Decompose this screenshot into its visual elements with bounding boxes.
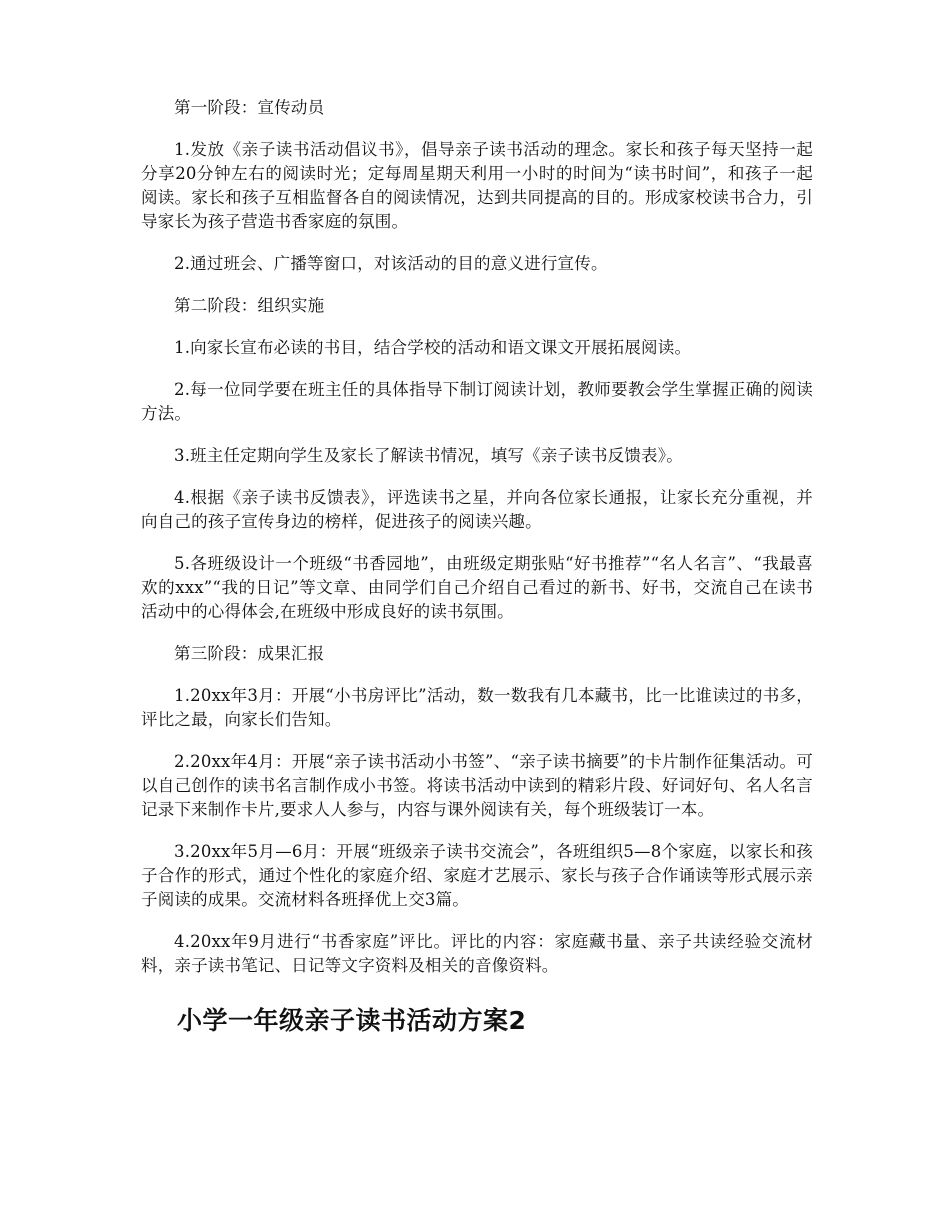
stage-2-heading: 第二阶段：组织实施: [174, 296, 325, 315]
stage-3-item-1: 1.20xx年3月：开展“小书房评比”活动，数一数我有几本藏书，比一比谁读过的书多，评比之最，向家长们告知。: [141, 686, 813, 729]
stage-2-item-1: 1.向家长宣布必读的书目，结合学校的活动和语文课文开展拓展阅读。: [174, 338, 692, 357]
stage-2-item-5: 5.各班级设计一个班级“书香园地”，由班级定期张贴“好书推荐”“名人名言”、“我最喜欢的xxx”“我的日记”等文章、由同学们自己介绍自己看过的新书、好书，交流自己在读书活动中的心得体会,在班级中形成良好的读书氛围。: [141, 554, 813, 621]
stage-2-item-4: 4.根据《亲子读书反馈表》，评选读书之星，并向各位家长通报，让家长充分重视，并向自己的孩子宣传身边的榜样，促进孩子的阅读兴趣。: [141, 488, 813, 531]
stage-3-item-3: 3.20xx年5月—6月：开展“班级亲子读书交流会”，各班组织5—8个家庭，以家长和孩子合作的形式，通过个性化的家庭介绍、家庭才艺展示、家长与孩子合作诵读等形式展示亲子阅读的成果。交流材料各班择优上交3篇。: [141, 842, 813, 909]
section-title: 小学一年级亲子读书活动方案2: [177, 1006, 527, 1035]
stage-3-item-2: 2.20xx年4月：开展“亲子读书活动小书签”、“亲子读书摘要”的卡片制作征集活动。可以自己创作的读书名言制作成小书签。将读书活动中读到的精彩片段、好词好句、名人名言记录下来制作卡片,要求人人参与，内容与课外阅读有关，每个班级装订一本。: [141, 752, 813, 819]
stage-1-item-2: 2.通过班会、广播等窗口，对该活动的目的意义进行宣传。: [174, 254, 608, 273]
stage-2-item-3: 3.班主任定期向学生及家长了解读书情况，填写《亲子读书反馈表》。: [174, 446, 683, 465]
stage-3-item-4: 4.20xx年9月进行“书香家庭”评比。评比的内容：家庭藏书量、亲子共读经验交流材料，亲子读书笔记、日记等文字资料及相关的音像资料。: [141, 932, 813, 975]
stage-2-item-2: 2.每一位同学要在班主任的具体指导下制订阅读计划，教师要教会学生掌握正确的阅读方法。: [141, 380, 813, 423]
document-page: [141, 96, 813, 1038]
stage-3-heading: 第三阶段：成果汇报: [174, 644, 325, 663]
stage-1-heading: 第一阶段：宣传动员: [174, 98, 325, 117]
stage-1-item-1: 1.发放《亲子读书活动倡议书》，倡导亲子读书活动的理念。家长和孩子每天坚持一起分享20分钟左右的阅读时光；定每周星期天利用一小时的时间为“读书时间”，和孩子一起阅读。家长和孩子互相监督各自的阅读情况，达到共同提高的目的。形成家校读书合力，引导家长为孩子营造书香家庭的氛围。: [141, 140, 813, 231]
